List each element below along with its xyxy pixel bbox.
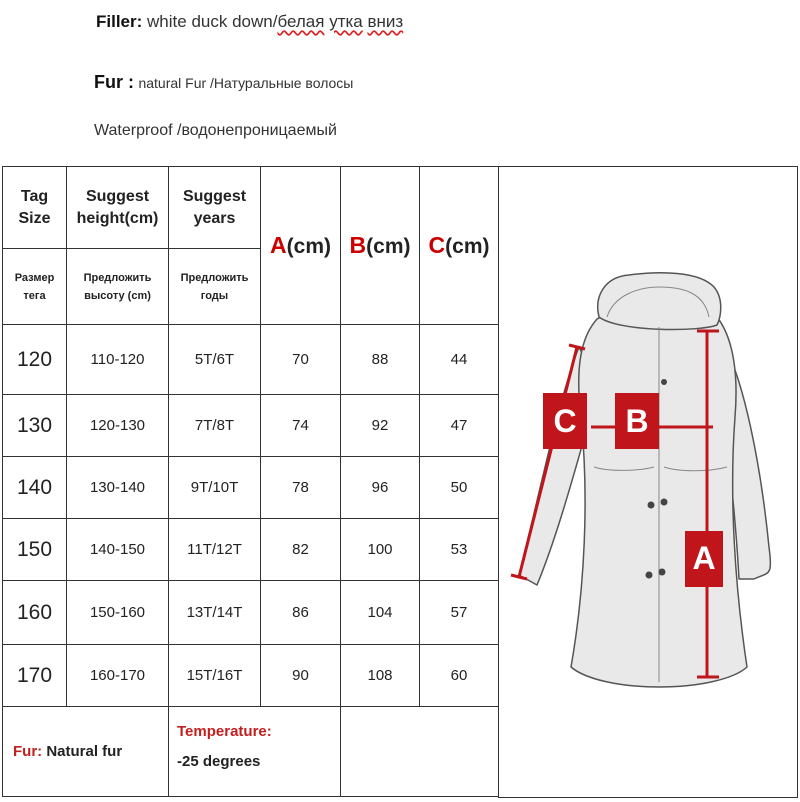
header-a: A(cm)	[261, 167, 341, 325]
height-cell: 110-120	[67, 325, 169, 395]
coat-button	[648, 502, 655, 509]
waterproof-line	[94, 122, 337, 140]
waterproof-text: Waterproof /водонепроницаемый	[94, 122, 337, 139]
label-b: B	[625, 403, 649, 439]
height-cell: 150-160	[67, 581, 169, 645]
b-cell: 88	[341, 325, 420, 395]
a-cell: 86	[261, 581, 341, 645]
header-suggest-years: Suggest years	[169, 167, 261, 249]
header-b: B(cm)	[341, 167, 420, 325]
fur-value: natural Fur /Натуральные волосы	[138, 75, 354, 91]
footer-row	[3, 707, 499, 797]
a-cell: 78	[261, 457, 341, 519]
label-c: C	[553, 403, 577, 439]
label-a-group	[685, 531, 723, 587]
size-cell: 120	[3, 325, 67, 395]
b-cell: 108	[341, 645, 420, 707]
c-cell: 50	[420, 457, 499, 519]
b-cell: 104	[341, 581, 420, 645]
years-cell: 13T/14T	[169, 581, 261, 645]
years-cell: 9T/10T	[169, 457, 261, 519]
label-c-group	[543, 393, 587, 449]
header-ru-tag-size: Размер тега	[3, 249, 67, 325]
footer-fur-cell: Fur: Natural fur	[3, 707, 169, 797]
header-suggest-height: Suggest height(cm)	[67, 167, 169, 249]
b-cell: 92	[341, 395, 420, 457]
fur-label: Fur :	[94, 72, 134, 92]
footer-temperature-cell: Temperature: -25 degrees	[169, 707, 341, 797]
filler-line	[96, 12, 403, 32]
years-cell: 7T/8T	[169, 395, 261, 457]
size-table	[2, 166, 499, 797]
table-row	[3, 645, 499, 707]
filler-ru-a: белая	[277, 12, 325, 31]
size-cell: 150	[3, 519, 67, 581]
c-cell: 44	[420, 325, 499, 395]
a-cell: 90	[261, 645, 341, 707]
fur-line	[94, 72, 353, 93]
filler-en: white duck down/	[147, 12, 278, 31]
label-a: A	[692, 540, 716, 576]
label-b-group	[615, 393, 659, 449]
header-tag-size: Tag Size	[3, 167, 67, 249]
footer-empty-cell	[341, 707, 499, 797]
table-row	[3, 457, 499, 519]
table-row	[3, 519, 499, 581]
coat-button	[646, 572, 653, 579]
a-cell: 74	[261, 395, 341, 457]
size-cell: 140	[3, 457, 67, 519]
coat-illustration	[499, 167, 797, 797]
filler-label: Filler:	[96, 12, 143, 31]
size-cell: 170	[3, 645, 67, 707]
height-cell: 120-130	[67, 395, 169, 457]
filler-ru-b: утка	[329, 12, 363, 31]
table-row	[3, 325, 499, 395]
table-row	[3, 395, 499, 457]
coat-button	[659, 569, 666, 576]
table-row	[3, 581, 499, 645]
years-cell: 5T/6T	[169, 325, 261, 395]
coat-button	[661, 499, 668, 506]
size-cell: 160	[3, 581, 67, 645]
height-cell: 130-140	[67, 457, 169, 519]
c-cell: 57	[420, 581, 499, 645]
header-ru-height: Предложить высоту (cm)	[67, 249, 169, 325]
height-cell: 160-170	[67, 645, 169, 707]
b-cell: 96	[341, 457, 420, 519]
filler-ru-c: вниз	[367, 12, 404, 31]
height-cell: 140-150	[67, 519, 169, 581]
header-ru-years: Предложить годы	[169, 249, 261, 325]
b-cell: 100	[341, 519, 420, 581]
c-cell: 53	[420, 519, 499, 581]
size-cell: 130	[3, 395, 67, 457]
c-cell: 60	[420, 645, 499, 707]
coat-button	[661, 379, 667, 385]
a-cell: 82	[261, 519, 341, 581]
years-cell: 11T/12T	[169, 519, 261, 581]
header-c: C(cm)	[420, 167, 499, 325]
a-cell: 70	[261, 325, 341, 395]
years-cell: 15T/16T	[169, 645, 261, 707]
coat-diagram	[498, 166, 798, 798]
c-cell: 47	[420, 395, 499, 457]
header-row	[3, 167, 499, 249]
